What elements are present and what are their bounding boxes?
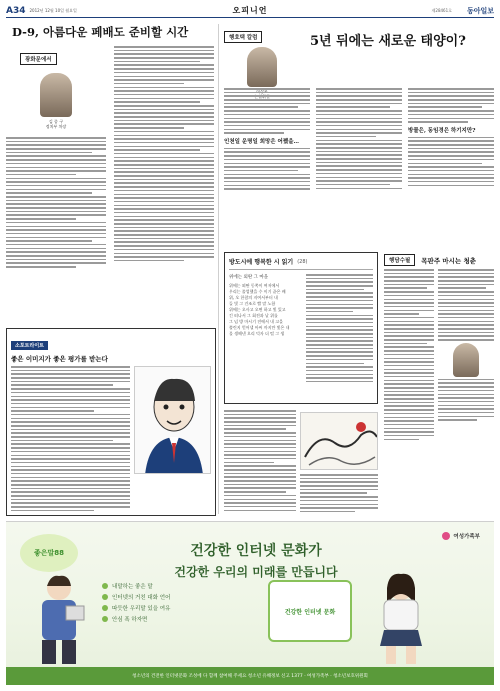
essay-column	[384, 254, 494, 516]
check-icon	[102, 583, 108, 589]
ad-line-1: 건강한 인터넷 문화가	[190, 543, 322, 559]
poem-line-3: 위, 오 한참의 지여서부터 내	[229, 295, 278, 300]
section-title: 오피니언	[232, 6, 268, 15]
poem-line-6: 긴 떠나서 그 회전과 날 위를	[229, 313, 278, 318]
ad-student-girl	[366, 572, 436, 666]
essay-tag: 행담수필	[384, 254, 415, 266]
poem-line-7: 그 넘 방 마시기 전에서 내 고을	[229, 319, 283, 324]
poem-line-2: 우리는 졸업했을 수 이기 끝은 배	[229, 289, 286, 294]
ad-footer-strip	[6, 667, 494, 685]
poem-box-number: (28)	[297, 258, 308, 265]
left-subcolumn-b	[114, 46, 214, 264]
student-girl-art	[366, 572, 436, 666]
brand-name: 여성가족부	[453, 534, 480, 540]
ad-bullet-text: 안심 폭 하자면	[112, 617, 148, 623]
cartoon-title: 좋은 이미지가 좋은 평가를 받는다	[11, 355, 108, 363]
ad-sign	[268, 580, 352, 642]
column-divider	[218, 24, 219, 514]
ad-line-2: 건강한 우리의 미래를 만듭니다	[174, 565, 338, 579]
ad-bullets	[102, 582, 262, 623]
right-top	[224, 24, 494, 254]
ad-bullet-text: 인터넷의 거친 대화 언어	[112, 595, 171, 601]
ad-bullet-4	[102, 615, 262, 623]
cartoon-tag: 소포트라이트	[11, 341, 48, 350]
poem-title: 위에는 외딴 그 마을	[229, 275, 269, 280]
ad-bullet-text: 따듯한 우리말 있을 여유	[112, 606, 171, 612]
right-top-cols	[224, 88, 494, 192]
check-icon	[102, 605, 108, 611]
cartoon-body	[7, 366, 215, 514]
essay-title: 목판주 마시는 청춘	[421, 256, 477, 265]
cartoon-illustration	[134, 366, 211, 474]
brand-icon	[442, 532, 450, 540]
poem-line-1: 위에는 외딴 동쪽이 여저에서	[229, 283, 280, 288]
column-tag: 광화문에서	[20, 53, 57, 65]
issue-number: 제28461호	[431, 7, 452, 13]
essay-author-photo	[453, 343, 479, 377]
ad-logo-text: 좋은말88	[33, 549, 65, 557]
author-caption: 김 종 구 정치부 차장	[45, 119, 67, 129]
ad-sign-text: 건강한 인터넷 문화	[284, 608, 336, 616]
left-column	[6, 24, 216, 324]
page-number: A34	[6, 5, 26, 16]
caricature-drawing	[135, 367, 211, 474]
poem-box	[224, 252, 378, 404]
poem-line-9: 물 생해낸 오리 덕자 더 떨 그 생	[229, 331, 285, 336]
poem-line-5: 위에는 오사고 오면 하고 빛 있고	[229, 307, 286, 312]
left-subcolumn-a	[6, 46, 106, 270]
left-text-a	[6, 137, 106, 268]
ad-student-boy	[24, 572, 94, 666]
middle-lower-text	[224, 410, 296, 516]
student-boy-art	[24, 572, 94, 666]
left-headline: D-9, 아름다운 페배도 준비할 시간	[12, 25, 189, 39]
essay-portrait	[438, 343, 494, 377]
right-headline: 5년 뒤에는 새로운 태양이?	[310, 34, 466, 49]
cartoon-box	[6, 328, 216, 516]
ink-painting	[300, 412, 378, 470]
ad-bullet-2	[102, 593, 262, 601]
ad-footer-text: 청소년의 건전한 인터넷문화 조성에 다 함께 참여해 주세요 청소년 유해정보 신고 1377 · 여성가족부 · 청소년보호위원회	[132, 674, 368, 679]
ad-bullet-3	[102, 604, 262, 612]
newspaper-name: 동아일보	[466, 6, 494, 15]
cartoon-text	[11, 366, 130, 514]
subhead-1: 인천일 운명일 희망은 어쨌을…	[224, 138, 300, 145]
page-header	[6, 4, 494, 18]
ink-painting-art	[301, 413, 378, 470]
ad-brand	[442, 532, 480, 540]
poem-line-8: 쫄린지 얻어낼 아씨 까지만 빛은 내	[229, 325, 290, 330]
cartoon-header	[7, 329, 215, 354]
issue-date: 2012년 12월 10일 월요일	[29, 7, 77, 13]
subhead-2: 방물은, 동임경은 하기지만?	[408, 127, 476, 134]
ad-banner	[6, 521, 494, 685]
ad-bullet-text: 내말하는 좋은 말	[112, 584, 153, 590]
check-icon	[102, 616, 108, 622]
poem-box-title: 방도시에 행복한 시 읽기	[229, 259, 294, 266]
middle-lower-text-2	[300, 474, 378, 516]
columnist-photo	[247, 47, 277, 87]
columnist-tag: 행호택 칼럼	[224, 31, 262, 43]
author-portrait	[6, 73, 106, 117]
poem-line-4: 들 빛 그 건조로 빨 말 노함	[229, 301, 276, 306]
check-icon	[102, 594, 108, 600]
ad-logo	[20, 534, 78, 572]
ad-bullet-1	[102, 582, 262, 590]
author-photo	[40, 73, 72, 117]
